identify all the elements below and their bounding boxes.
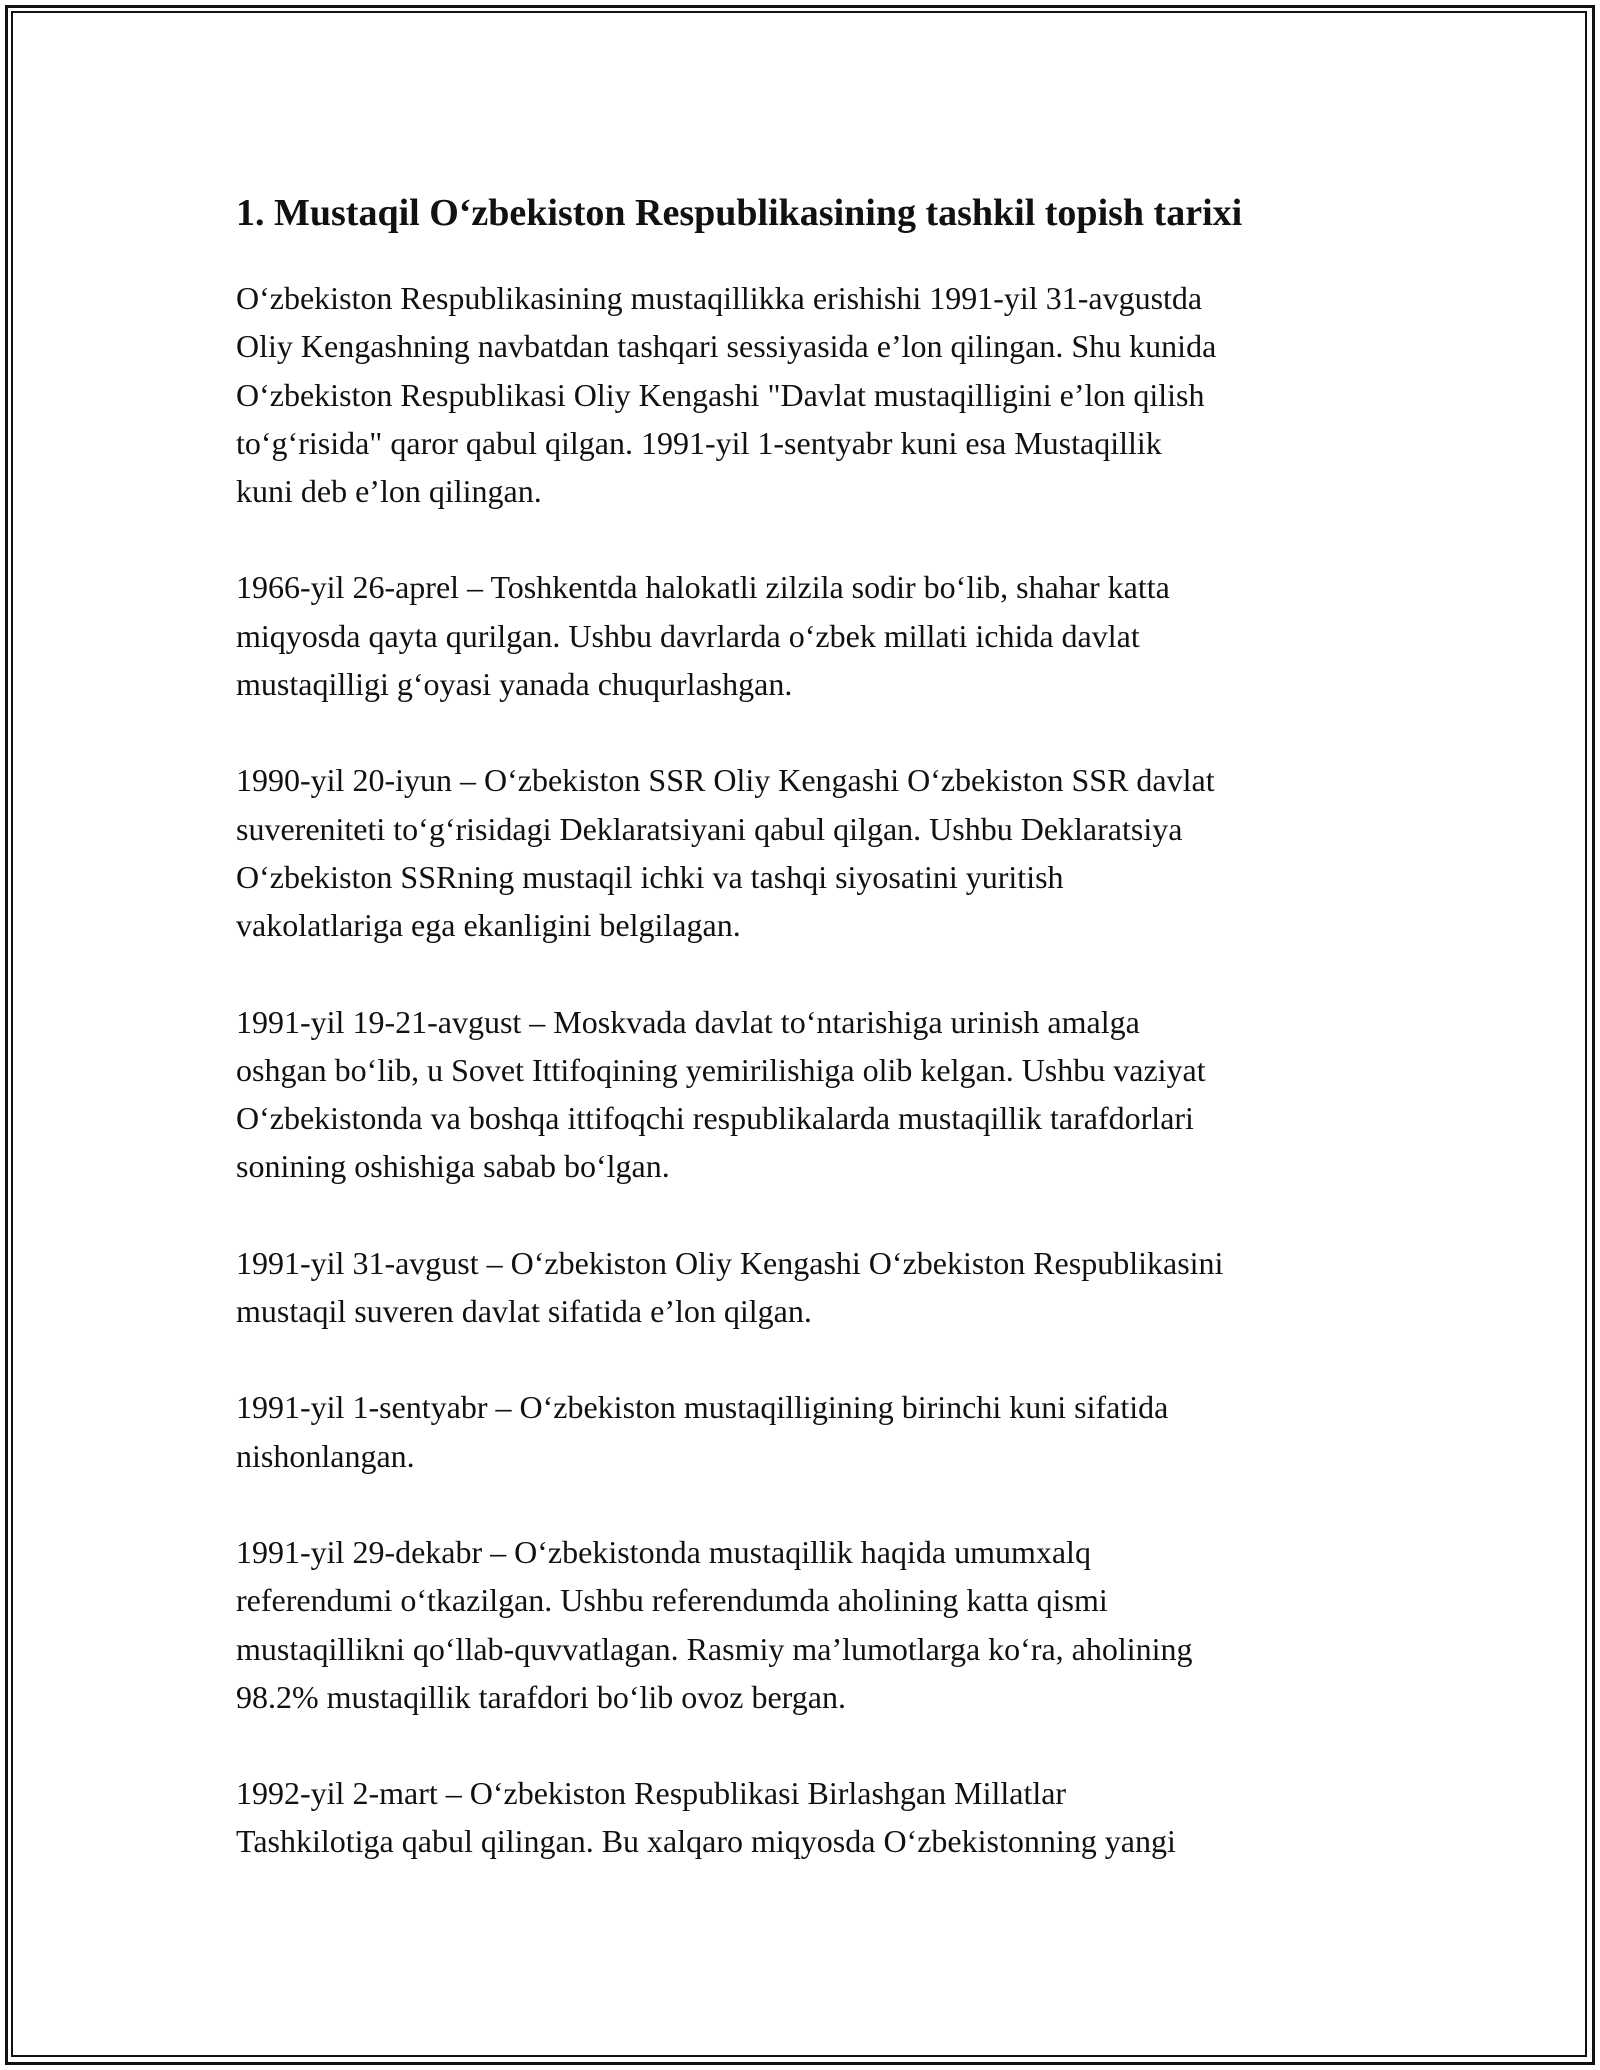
document-body [236,184,1376,1914]
event-1991-august-coup: 1991-yil 19-21-avgust – Moskvada davlat to‘ntarishiga urinish amalga oshgan bo‘lib, u Sovet Ittifoqining yemirilishiga olib kelgan. Ushbu vaziyat O‘zbekistonda va boshqa ittifoqchi respublikalarda mustaqillik tarafdorlari sonining oshishiga sabab bo‘lgan. [236,1003,1206,1185]
event-1992-un-admission: 1992-yil 2-mart – O‘zbekiston Respublikasi Birlashgan Millatlar Tashkilotiga qabul qilingan. Bu xalqaro miqyosda O‘zbekistonning yangi [236,1775,1176,1860]
event-1991-independence: 1991-yil 31-avgust – O‘zbekiston Oliy Kengashi O‘zbekiston Respublikasini mustaqil suveren davlat sifatida e’lon qilgan. [236,1244,1224,1330]
document-title: 1. Mustaqil O‘zbekiston Respublikasining tashkil topish tarixi [236,192,1243,234]
event-1991-first-day: 1991-yil 1-sentyabr – O‘zbekiston mustaqilligining birinchi kuni sifatida nishonlangan. [236,1389,1169,1474]
event-1991-referendum: 1991-yil 29-dekabr – O‘zbekistonda mustaqillik haqida umumxalq referendumi o‘tkazilgan. Ushbu referendumda aholining katta qismi mustaqillikni qo‘llab-quvvatlagan. Rasmiy ma’lumotlarga ko‘ra, aholining 98.2% mustaqillik tarafdori bo‘lib ovoz bergan. [236,1533,1193,1715]
intro-paragraph: O‘zbekiston Respublikasining mustaqillikka erishishi 1991-yil 31-avgustda Oliy Kengashning navbatdan tashqari sessiyasida e’lon qilingan. Shu kunida O‘zbekiston Respublikasi Oliy Kengashi "Davlat mustaqilligini e’lon qilish to‘g‘risida" qaror qabul qilgan. 1991-yil 1-sentyabr kuni esa Mustaqillik kuni deb e’lon qilingan. [236,280,1217,510]
event-1966-earthquake: 1966-yil 26-aprel – Toshkentda halokatli zilzila sodir bo‘lib, shahar katta miqyosda qayta qurilgan. Ushbu davrlarda o‘zbek millati ichida davlat mustaqilligi g‘oyasi yanada chuqurlashgan. [236,569,1170,703]
event-1990-declaration: 1990-yil 20-iyun – O‘zbekiston SSR Oliy Kengashi O‘zbekiston SSR davlat suvereniteti to‘g‘risidagi Deklaratsiyani qabul qilgan. Ushbu Deklaratsiya O‘zbekiston SSRning mustaqil ichki va tashqi siyosatini yuritish vakolatlariga ega ekanligini belgilagan. [236,762,1215,944]
